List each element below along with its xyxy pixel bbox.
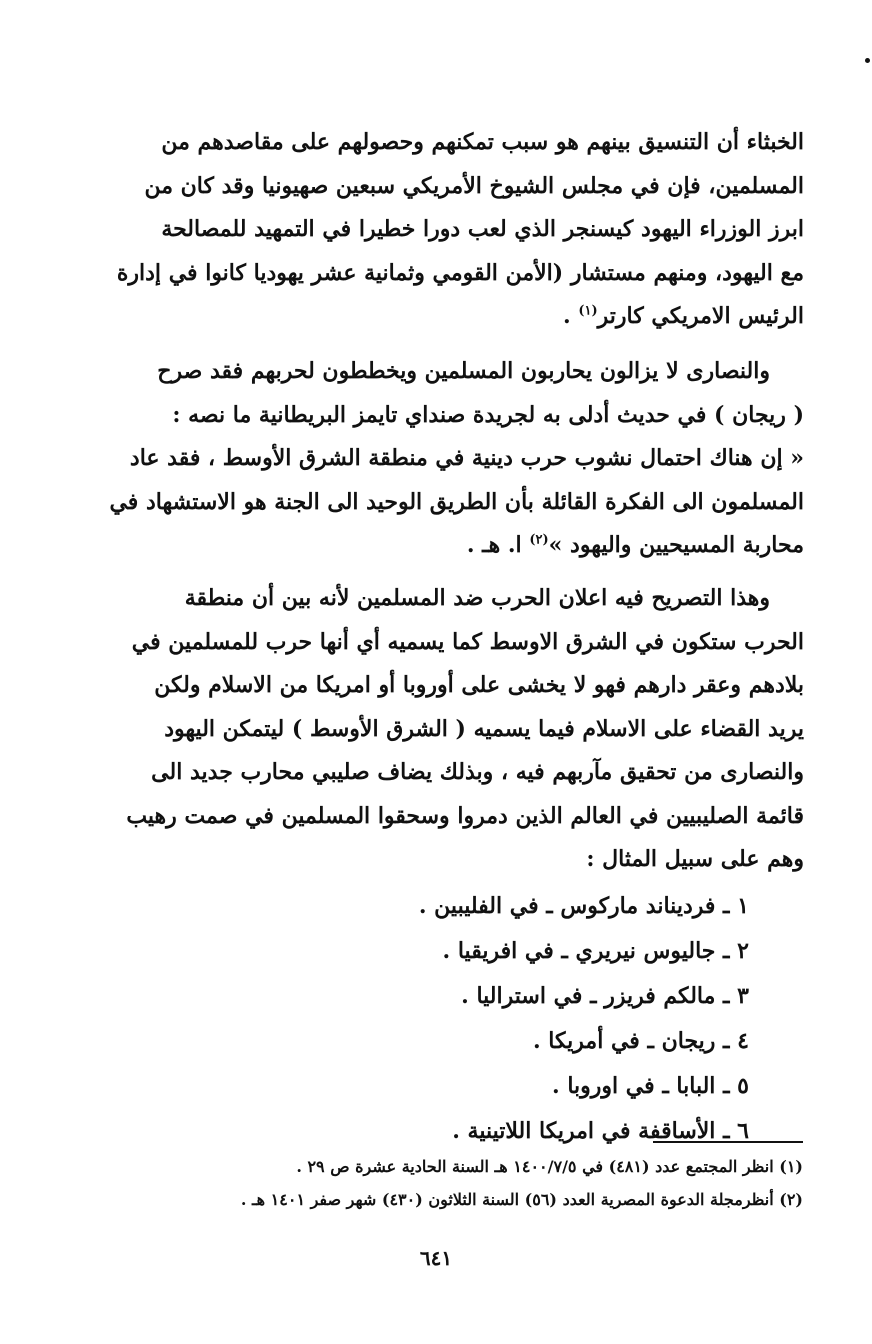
paragraph-1 — [104, 121, 804, 339]
paragraph-2 — [104, 350, 804, 568]
paragraph-line-text: والنصارى لا يزالون يحاربون المسلمين ويخططون لحربهم فقد صرح — [157, 358, 770, 384]
paragraph-line: يريد القضاء على الاسلام فيما يسميه ( الشرق الأوسط ) ليتمكن اليهود — [164, 715, 804, 742]
paragraph-line: بلادهم وعقر دارهم فهو لا يخشى على أوروبا أو امريكا من الاسلام ولكن — [154, 672, 804, 698]
crusaders-list — [229, 884, 749, 1154]
list-item: ٤ ـ ريجان ـ في أمريكا . — [532, 1028, 749, 1054]
paragraph-line: الخبثاء أن التنسيق بينهم هو سبب تمكنهم وحصولهم على مقاصدهم من — [161, 129, 804, 155]
footnotes — [150, 1150, 803, 1216]
list-item: ٣ ـ مالكم فريزر ـ في استراليا . — [461, 983, 749, 1009]
paragraph-line-text: وهذا التصريح فيه اعلان الحرب ضد المسلمين لأنه بين أن منطقة — [184, 585, 770, 611]
paragraph-line: المسلمين، فإن في مجلس الشيوخ الأمريكي سبعين صهيونيا وقد كان من — [144, 172, 804, 199]
paragraph-last-line: وهم على سبيل المثال : — [586, 846, 804, 872]
footnote-divider — [653, 1141, 803, 1143]
paragraph-line: ( ريجان ) في حديث أدلى به لجريدة صنداي تايمز البريطانية ما نصه : — [172, 401, 804, 428]
scan-speck — [865, 58, 870, 63]
paragraph-line: قائمة الصليبيين في العالم الذين دمروا وسحقوا المسلمين في صمت رهيب — [126, 802, 804, 829]
list-item: ٢ ـ جاليوس نيريري ـ في افريقيا . — [442, 938, 749, 964]
paragraph-last-line — [104, 295, 804, 339]
footnote-1: (١) انظر المجتمع عدد (٤٨١) في ١٤٠٠/٧/٥ هـ السنة الحادية عشرة ص ٢٩ . — [296, 1157, 803, 1176]
paragraph-last-line — [104, 524, 804, 568]
paragraph-line: « إن هناك احتمال نشوب حرب دينية في منطقة الشرق الأوسط ، فقد عاد — [129, 445, 804, 471]
paragraph-line-text: محاربة المسيحيين واليهود » — [548, 532, 804, 558]
paragraph-3 — [104, 577, 804, 882]
paragraph-line: المسلمون الى الفكرة القائلة بأن الطريق الوحيد الى الجنة هو الاستشهاد في — [109, 488, 804, 515]
footnote-2: (٢) أنظرمجلة الدعوة المصرية العدد (٥٦) السنة الثلاثون (٤٣٠) شهر صفر ١٤٠١ هـ . — [240, 1190, 803, 1209]
paragraph-line: الحرب ستكون في الشرق الاوسط كما يسميه أي أنها حرب للمسلمين في — [131, 628, 804, 655]
list-item: ١ ـ فرديناند ماركوس ـ في الفليبين . — [418, 893, 749, 919]
paragraph-line: ابرز الوزراء اليهود كيسنجر الذي لعب دورا خطيرا في التمهيد للمصالحة — [161, 216, 804, 242]
paragraph-line — [104, 577, 804, 621]
paragraph-line-text: الرئيس الامريكي كارتر — [597, 303, 804, 329]
paragraph-line: والنصارى من تحقيق مآربهم فيه ، وبذلك يضاف صليبي محارب جديد الى — [151, 759, 804, 785]
paragraph-line — [104, 350, 804, 394]
footnote-ref-1: (١) — [578, 303, 598, 319]
paragraph-line-tail: . — [563, 303, 579, 329]
paragraph-line-tail: ا. هـ . — [466, 532, 530, 558]
list-item: ٥ ـ البابا ـ في اوروبا . — [552, 1073, 749, 1099]
footnote-ref-2: (٢) — [529, 532, 549, 548]
list-item: ٦ ـ الأساقفة في امريكا اللاتينية . — [452, 1118, 749, 1144]
paragraph-line: مع اليهود، ومنهم مستشار (الأمن القومي وثمانية عشر يهوديا كانوا في إدارة — [116, 259, 804, 286]
page-number: ٦٤١ — [419, 1246, 453, 1270]
